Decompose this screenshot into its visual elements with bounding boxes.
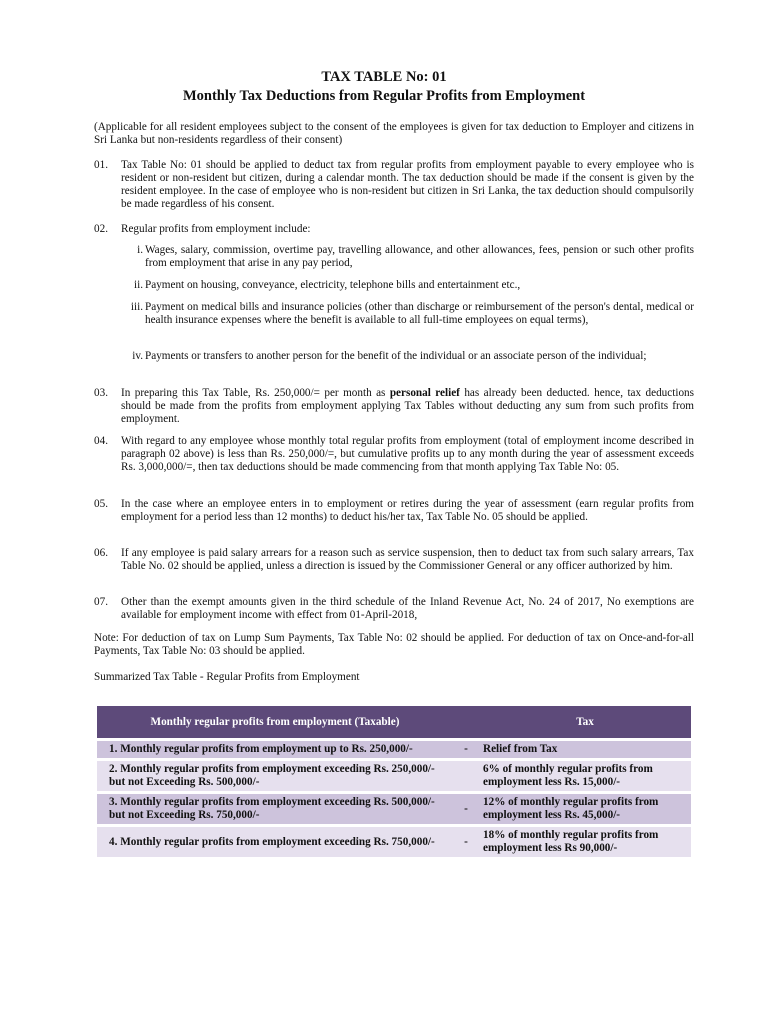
sub-item-number: iii. bbox=[130, 301, 143, 313]
sub-item-text: Wages, salary, commission, overtime pay, travelling allowance, and other allowances, fees, pension or such other profits from employment that arise in any pay period, bbox=[145, 244, 694, 269]
sub-item-number: i. bbox=[137, 244, 143, 256]
item-text: Tax Table No: 01 should be applied to deduct tax from regular profits from employment payable to every employee who is resident or non-resident but citizen, during a calendar month. The tax deduction should be made if the consent is given by the resident employee. In the case of employee who is non-resident but citizen in Sri Lanka, the tax deduction should compulsorily be made regardless of his consent. bbox=[121, 159, 694, 210]
income-cell: 4. Monthly regular profits from employment exceeding Rs. 750,000/- bbox=[97, 827, 453, 857]
item-number: 01. bbox=[94, 159, 108, 171]
item-text: With regard to any employee whose monthly total regular profits from employment (total of employment income described in paragraph 02 above) is less than Rs. 250,000/=, but cumulative profits up to any month during the year of assessment exceeds Rs. 3,000,000/=, then tax deductions should be made commencing from that month applying Tax Table No: 05. bbox=[121, 435, 694, 473]
sub-item-number: ii. bbox=[133, 279, 143, 291]
personal-relief-emphasis: personal relief bbox=[389, 387, 460, 399]
item-text: If any employee is paid salary arrears for a reason such as service suspension, then to deduct tax from such salary arrears, Tax Table No. 02 should be applied, unless a direction is issued by the Commissioner General or any officer authorized by him. bbox=[121, 547, 694, 572]
tax-cell: 12% of monthly regular profits from employment less Rs. 45,000/- bbox=[479, 794, 691, 824]
table-row bbox=[97, 827, 691, 857]
item-text: In the case where an employee enters in to employment or retires during the year of assessment (earn regular profits from employment for a period less than 12 months) to deduct his/her tax, Tax Table No. 05 should be applied. bbox=[121, 498, 694, 523]
tax-cell: Relief from Tax bbox=[479, 741, 691, 758]
tax-cell: 6% of monthly regular profits from employment less Rs. 15,000/- bbox=[479, 761, 691, 791]
dash-cell: - bbox=[453, 741, 479, 758]
income-cell: 1. Monthly regular profits from employment up to Rs. 250,000/- bbox=[97, 741, 453, 758]
item-text: Regular profits from employment include: bbox=[121, 223, 311, 235]
table-header-row bbox=[97, 706, 691, 738]
item-text: In preparing this Tax Table, Rs. 250,000/= per month as personal relief has already been deducted. hence, tax deductions should be made from the profits from employment applying Tax Tables without deducting any sum from such profits from employment. bbox=[121, 387, 695, 425]
page-subtitle: Monthly Tax Deductions from Regular Profits from Employment bbox=[182, 88, 586, 104]
dash-cell: - bbox=[453, 794, 479, 824]
item-number: 03. bbox=[94, 387, 108, 399]
summary-caption: Summarized Tax Table - Regular Profits from Employment bbox=[94, 671, 360, 683]
item-number: 05. bbox=[94, 498, 108, 510]
note-paragraph: Note: For deduction of tax on Lump Sum Payments, Tax Table No: 02 should be applied. For deduction of tax on Once-and-for-all Payments, Tax Table No: 03 should be applied. bbox=[94, 632, 694, 657]
column-header-income: Monthly regular profits from employment (Taxable) bbox=[97, 706, 453, 738]
item-text: Other than the exempt amounts given in the third schedule of the Inland Revenue Act, No. 24 of 2017, No exemptions are available for employment income with effect from 01-April-2018, bbox=[121, 596, 694, 621]
sub-item-text: Payment on housing, conveyance, electricity, telephone bills and entertainment etc., bbox=[145, 279, 521, 291]
item-number: 04. bbox=[94, 435, 108, 447]
item-number: 06. bbox=[94, 547, 108, 559]
sub-item-text: Payments or transfers to another person for the benefit of the individual or an associate person of the individual; bbox=[145, 350, 647, 362]
sub-item-number: iv. bbox=[132, 350, 143, 362]
table-row bbox=[97, 794, 691, 824]
item-number: 02. bbox=[94, 223, 108, 235]
column-header-spacer bbox=[453, 706, 479, 738]
tax-cell: 18% of monthly regular profits from employment less Rs 90,000/- bbox=[479, 827, 691, 857]
dash-cell bbox=[453, 761, 479, 791]
tax-table bbox=[97, 703, 691, 860]
column-header-tax: Tax bbox=[479, 706, 691, 738]
page-title: TAX TABLE No: 01 bbox=[321, 69, 447, 85]
income-cell: 2. Monthly regular profits from employment exceeding Rs. 250,000/- but not Exceeding Rs. 500,000/- bbox=[97, 761, 453, 791]
table-row bbox=[97, 761, 691, 791]
sub-item-text: Payment on medical bills and insurance policies (other than discharge or reimbursement of the person's dental, medical or health insurance expenses where the benefit is available to all full-time employees on equal terms), bbox=[145, 301, 694, 326]
intro-paragraph: (Applicable for all resident employees subject to the consent of the employees is given for tax deduction to Employer and citizens in Sri Lanka but non-residents regardless of their consent) bbox=[94, 121, 694, 146]
dash-cell: - bbox=[453, 827, 479, 857]
item-number: 07. bbox=[94, 596, 108, 608]
income-cell: 3. Monthly regular profits from employment exceeding Rs. 500,000/- but not Exceeding Rs. 750,000/- bbox=[97, 794, 453, 824]
table-row bbox=[97, 741, 691, 758]
